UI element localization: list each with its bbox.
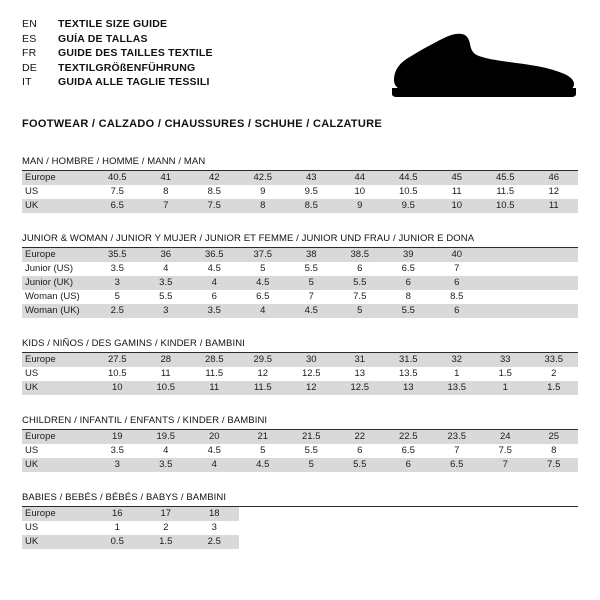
size-cell: 3 (93, 276, 142, 290)
table-row (22, 535, 578, 549)
language-row (22, 76, 213, 91)
size-cell: 32 (433, 353, 482, 367)
size-cell: 7.5 (481, 444, 530, 458)
row-label: Woman (UK) (22, 304, 93, 318)
size-cell-empty (239, 535, 288, 549)
group-babies (22, 492, 578, 549)
size-cell: 5.5 (287, 444, 336, 458)
size-cell: 9 (336, 199, 385, 213)
size-cell: 4 (190, 458, 239, 472)
size-cell: 8 (142, 185, 191, 199)
size-cell: 2 (530, 367, 579, 381)
table-row (22, 171, 578, 185)
size-cell: 3 (93, 458, 142, 472)
table-row (22, 353, 578, 367)
row-label: UK (22, 381, 93, 395)
size-cell: 6.5 (384, 444, 433, 458)
size-cell: 4 (142, 444, 191, 458)
table-row (22, 276, 578, 290)
size-cell: 29.5 (239, 353, 288, 367)
size-cell: 1 (481, 381, 530, 395)
size-cell-empty (384, 521, 433, 535)
language-title-list (22, 18, 213, 91)
size-cell: 28.5 (190, 353, 239, 367)
size-cell: 11 (190, 381, 239, 395)
size-cell: 6.5 (384, 262, 433, 276)
size-cell: 1.5 (530, 381, 579, 395)
size-cell: 13 (384, 381, 433, 395)
size-cell: 11 (530, 199, 579, 213)
size-cell: 2.5 (93, 304, 142, 318)
size-cell: 19 (93, 430, 142, 444)
size-cell: 21 (239, 430, 288, 444)
page-header (22, 18, 578, 104)
table-row (22, 367, 578, 381)
language-row (22, 62, 213, 77)
language-title: GUIDA ALLE TAGLIE TESSILI (58, 76, 210, 88)
row-label: Europe (22, 171, 93, 185)
size-cell: 20 (190, 430, 239, 444)
size-cell: 2 (142, 521, 191, 535)
size-cell: 4 (239, 304, 288, 318)
size-cell: 3.5 (93, 444, 142, 458)
size-cell: 3.5 (142, 276, 191, 290)
size-cell: 23.5 (433, 430, 482, 444)
size-cell-empty (481, 535, 530, 549)
size-table-children-body (22, 430, 578, 472)
group-label-junior-woman: JUNIOR & WOMAN / JUNIOR Y MUJER / JUNIOR ET FEMME / JUNIOR UND FRAU / JUNIOR E DONA (22, 233, 578, 248)
size-cell: 24 (481, 430, 530, 444)
size-cell-empty (336, 507, 385, 521)
size-cell: 11.5 (190, 367, 239, 381)
table-row (22, 262, 578, 276)
size-cell: 38 (287, 248, 336, 262)
table-row (22, 458, 578, 472)
size-cell: 30 (287, 353, 336, 367)
size-cell: 11 (433, 185, 482, 199)
size-cell: 18 (190, 507, 239, 521)
size-cell: 25 (530, 430, 579, 444)
size-table-junior-woman-body (22, 248, 578, 318)
size-cell: 6.5 (433, 458, 482, 472)
size-cell: 43 (287, 171, 336, 185)
row-label: US (22, 444, 93, 458)
table-row (22, 444, 578, 458)
size-cell: 5 (287, 458, 336, 472)
size-cell: 1 (433, 367, 482, 381)
size-cell: 10.5 (384, 185, 433, 199)
size-cell: 7 (287, 290, 336, 304)
size-cell: 5.5 (384, 304, 433, 318)
size-cell: 4.5 (287, 304, 336, 318)
language-row (22, 47, 213, 62)
table-row (22, 507, 578, 521)
size-cell: 21.5 (287, 430, 336, 444)
size-cell: 11.5 (481, 185, 530, 199)
size-cell: 5.5 (142, 290, 191, 304)
size-cell: 10.5 (93, 367, 142, 381)
size-cell: 10.5 (481, 199, 530, 213)
size-cell: 28 (142, 353, 191, 367)
size-cell: 19.5 (142, 430, 191, 444)
size-cell-empty (384, 507, 433, 521)
size-cell-empty (530, 290, 579, 304)
size-cell: 17 (142, 507, 191, 521)
size-cell: 12 (287, 381, 336, 395)
size-cell: 7.5 (190, 199, 239, 213)
size-cell-empty (530, 535, 579, 549)
size-cell: 44.5 (384, 171, 433, 185)
size-cell: 5 (239, 262, 288, 276)
table-row (22, 521, 578, 535)
size-cell: 8 (530, 444, 579, 458)
size-cell-empty (287, 507, 336, 521)
table-row (22, 185, 578, 199)
size-cell: 6 (384, 458, 433, 472)
group-children (22, 415, 578, 472)
size-cell-empty (530, 276, 579, 290)
size-cell: 33 (481, 353, 530, 367)
table-row (22, 304, 578, 318)
size-table-kids (22, 353, 578, 395)
size-table-man (22, 171, 578, 213)
group-junior-woman (22, 233, 578, 318)
size-cell-empty (433, 535, 482, 549)
size-table-man-body (22, 171, 578, 213)
size-cell: 6 (433, 276, 482, 290)
size-cell: 6.5 (239, 290, 288, 304)
language-code: IT (22, 76, 32, 88)
size-cell: 38.5 (336, 248, 385, 262)
size-cell: 36 (142, 248, 191, 262)
group-label-kids: KIDS / NIÑOS / DES GAMINS / KINDER / BAMBINI (22, 338, 578, 353)
size-cell: 36.5 (190, 248, 239, 262)
size-cell: 40.5 (93, 171, 142, 185)
size-cell: 27.5 (93, 353, 142, 367)
size-cell: 16 (93, 507, 142, 521)
size-cell: 3.5 (93, 262, 142, 276)
table-row (22, 248, 578, 262)
size-cell: 7 (142, 199, 191, 213)
size-cell: 5.5 (336, 458, 385, 472)
language-title: TEXTILGRÖßENFÜHRUNG (58, 61, 196, 74)
row-label: UK (22, 458, 93, 472)
size-cell: 46 (530, 171, 579, 185)
size-cell: 9.5 (287, 185, 336, 199)
size-cell: 7.5 (93, 185, 142, 199)
table-row (22, 381, 578, 395)
size-cell: 6 (384, 276, 433, 290)
group-label-man: MAN / HOMBRE / HOMME / MANN / MAN (22, 156, 578, 171)
size-cell-empty (433, 521, 482, 535)
language-title: TEXTILE SIZE GUIDE (58, 18, 168, 30)
row-label: Europe (22, 353, 93, 367)
size-cell: 4.5 (239, 458, 288, 472)
size-cell: 5.5 (336, 276, 385, 290)
size-table-babies-body (22, 507, 578, 549)
size-cell-empty (384, 535, 433, 549)
size-cell: 8.5 (190, 185, 239, 199)
size-cell-empty (481, 290, 530, 304)
size-cell: 11.5 (239, 381, 288, 395)
table-row (22, 290, 578, 304)
language-code: DE (22, 61, 37, 74)
row-label: Junior (US) (22, 262, 93, 276)
size-cell: 5 (239, 444, 288, 458)
size-cell: 1.5 (142, 535, 191, 549)
size-cell: 0.5 (93, 535, 142, 549)
group-label-children: CHILDREN / INFANTIL / ENFANTS / KINDER / BAMBINI (22, 415, 578, 430)
size-cell: 7.5 (530, 458, 579, 472)
size-cell-empty (481, 521, 530, 535)
size-cell: 8.5 (433, 290, 482, 304)
language-code: FR (22, 47, 37, 59)
group-kids (22, 338, 578, 395)
size-cell: 42 (190, 171, 239, 185)
size-cell: 41 (142, 171, 191, 185)
group-label-babies: BABIES / BEBÉS / BÉBÉS / BABYS / BAMBINI (22, 492, 578, 507)
size-cell: 35.5 (93, 248, 142, 262)
size-cell-empty (481, 507, 530, 521)
size-cell: 9.5 (384, 199, 433, 213)
row-label: Europe (22, 507, 93, 521)
size-cell: 10 (93, 381, 142, 395)
size-cell: 3 (190, 521, 239, 535)
size-cell: 31.5 (384, 353, 433, 367)
size-cell-empty (336, 535, 385, 549)
size-cell: 22.5 (384, 430, 433, 444)
size-cell: 6 (190, 290, 239, 304)
row-label: UK (22, 199, 93, 213)
size-cell: 4.5 (239, 276, 288, 290)
size-cell: 4 (190, 276, 239, 290)
size-cell-empty (287, 521, 336, 535)
row-label: Europe (22, 430, 93, 444)
size-cell: 44 (336, 171, 385, 185)
table-row (22, 199, 578, 213)
size-cell: 42.5 (239, 171, 288, 185)
language-row (22, 33, 213, 48)
size-cell: 39 (384, 248, 433, 262)
size-cell: 12.5 (336, 381, 385, 395)
size-cell: 40 (433, 248, 482, 262)
row-label: Junior (UK) (22, 276, 93, 290)
row-label: Woman (US) (22, 290, 93, 304)
size-cell: 2.5 (190, 535, 239, 549)
size-cell-empty (481, 276, 530, 290)
footwear-section-title: FOOTWEAR / CALZADO / CHAUSSURES / SCHUHE / CALZATURE (22, 118, 383, 130)
size-cell-empty (336, 521, 385, 535)
size-cell: 22 (336, 430, 385, 444)
size-cell-empty (239, 507, 288, 521)
size-cell: 45 (433, 171, 482, 185)
group-man (22, 156, 578, 213)
size-cell: 37.5 (239, 248, 288, 262)
size-cell: 10.5 (142, 381, 191, 395)
dress-shoe-svg (388, 28, 578, 100)
size-cell: 6 (433, 304, 482, 318)
size-cell: 31 (336, 353, 385, 367)
language-row (22, 18, 213, 33)
row-label: US (22, 521, 93, 535)
size-cell: 3 (142, 304, 191, 318)
size-cell: 12 (239, 367, 288, 381)
size-cell: 7 (433, 262, 482, 276)
table-row (22, 430, 578, 444)
size-cell-empty (530, 507, 579, 521)
size-cell: 33.5 (530, 353, 579, 367)
size-cell: 45.5 (481, 171, 530, 185)
size-cell-empty (481, 304, 530, 318)
size-cell: 10 (433, 199, 482, 213)
size-table-junior-woman (22, 248, 578, 318)
size-cell: 7 (481, 458, 530, 472)
size-cell: 11 (142, 367, 191, 381)
size-cell: 1.5 (481, 367, 530, 381)
size-cell-empty (287, 535, 336, 549)
size-cell: 13 (336, 367, 385, 381)
size-cell: 5.5 (287, 262, 336, 276)
size-cell: 12.5 (287, 367, 336, 381)
size-cell: 5 (93, 290, 142, 304)
size-cell: 6 (336, 444, 385, 458)
row-label: Europe (22, 248, 93, 262)
size-cell: 1 (93, 521, 142, 535)
size-cell: 5 (287, 276, 336, 290)
size-cell: 13.5 (433, 381, 482, 395)
size-cell-empty (530, 248, 579, 262)
language-title: GUIDE DES TAILLES TEXTILE (58, 47, 213, 59)
size-cell: 3.5 (190, 304, 239, 318)
size-cell-empty (433, 507, 482, 521)
size-cell: 5 (336, 304, 385, 318)
size-cell: 9 (239, 185, 288, 199)
size-cell-empty (530, 521, 579, 535)
size-cell: 12 (530, 185, 579, 199)
size-cell: 10 (336, 185, 385, 199)
language-title-list-body (22, 18, 213, 91)
size-cell-empty (481, 248, 530, 262)
dress-shoe-icon (388, 28, 578, 100)
size-cell-empty (530, 262, 579, 276)
size-cell: 4.5 (190, 262, 239, 276)
size-cell: 6.5 (93, 199, 142, 213)
size-cell: 8.5 (287, 199, 336, 213)
size-table-babies (22, 507, 578, 549)
language-code: EN (22, 18, 37, 30)
size-cell-empty (481, 262, 530, 276)
language-title: GUÍA DE TALLAS (58, 32, 148, 45)
size-table-kids-body (22, 353, 578, 395)
size-cell: 4 (142, 262, 191, 276)
size-cell: 3.5 (142, 458, 191, 472)
size-cell: 4.5 (190, 444, 239, 458)
size-cell: 7.5 (336, 290, 385, 304)
size-cell: 13.5 (384, 367, 433, 381)
row-label: US (22, 185, 93, 199)
size-cell: 8 (384, 290, 433, 304)
language-code: ES (22, 32, 37, 45)
size-cell-empty (530, 304, 579, 318)
row-label: UK (22, 535, 93, 549)
size-cell: 6 (336, 262, 385, 276)
size-cell-empty (239, 521, 288, 535)
size-cell: 7 (433, 444, 482, 458)
row-label: US (22, 367, 93, 381)
size-table-children (22, 430, 578, 472)
size-cell: 8 (239, 199, 288, 213)
